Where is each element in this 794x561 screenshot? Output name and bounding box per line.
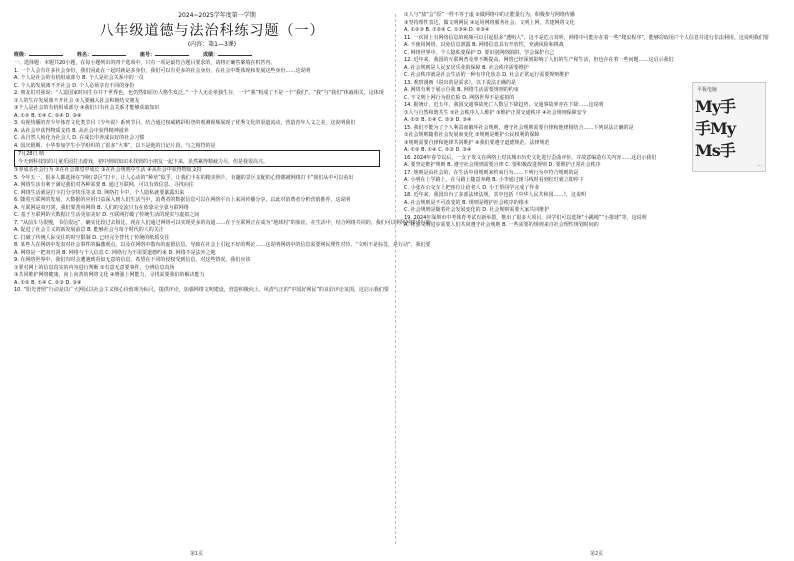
question-line: ③个人是社会的有机组成部分 ④我们只有社会关系才能够获取知识 bbox=[14, 105, 160, 111]
question-line: ①人与“盐”会“原”一样不等于虚 ②做网络中的正能量行为，积极参与网络传播 bbox=[404, 12, 575, 18]
question-line: 4. 国庆假期，小华参加学生小学组织的了很多“大事”，以下是他的日记片段，与之相符的是 bbox=[14, 142, 216, 149]
question-line: C. 网络世界中，个人隐私要保护 D. 要识别网络陷阱，学会保护自己 bbox=[404, 49, 555, 56]
question-line: 7月28日 晴 bbox=[14, 150, 380, 159]
question-line: 5. 今年五一，很多人都选择在“网红景区”打卡，让人心动的“种草”似乎，让我们卡在的精美照片，有趣的景区支配的心情都被网络打卡”我们从中可以看出 bbox=[14, 174, 354, 181]
class-field[interactable]: 班级： bbox=[14, 51, 63, 59]
page-number: 第1页 bbox=[190, 551, 204, 557]
question-line: A. 网络是一把双刃剑 B. 网络与个人信息 C. 网络行为不需要道德约束 D. 网络不是法外之地 bbox=[14, 249, 216, 256]
question-line: 6. 随着互联网的发展，大数据的应用日益深入到人们生活当中，消费者的数据信息可以在网络平台上来回传播分享，以此对消费者分析营销推荐，这说明 bbox=[14, 197, 351, 203]
cartoon-glyph-row: Ms手 bbox=[695, 141, 735, 160]
question-line: C. 打破了传统人际交往的时空限制 D. 已经完全替代了传统的纸质交往 bbox=[14, 234, 170, 241]
question-line: A. ①② B. ①④ C. ②④ D. ③④ bbox=[14, 112, 82, 119]
question-line: A. 互联网是双刃剑，我们要善用网络 B. 人们的交流只有在依靠完全靠互联网络 bbox=[14, 204, 189, 211]
cartoon-glyph-row: 手My bbox=[695, 119, 736, 138]
question-line: C. 不文明上网行为很危险 D. 网络世界不是虚拟的 bbox=[404, 94, 515, 101]
question-line: C. 基于互联网的大数据让生活更加美好 D. 互联网打破了传统生活的现实与虚拟之间 bbox=[14, 212, 200, 218]
number-field[interactable]: 座号： bbox=[140, 51, 189, 59]
question-line: 一、选择题：本题共20小题，在每小题列出的四个选项中，只有一项是最符合题目要求的，请将正确答案填在机答内。 bbox=[14, 60, 276, 66]
question-line: ①养成亲社会行为 ②在社会课堂中成长 ③在社会规则中生活 ④从社会中获得物质支持 bbox=[14, 167, 202, 173]
question-line: 14. 据统计，近五年，我国交通事故死亡人数呈下降趋势，交通事故率亦在下降……这说明 bbox=[404, 102, 604, 108]
question-line: 1. 一个人会有许多社会身份，我们因此在一起时就是多身份，我们可以有更多的社会身份，在社会中既体现和发展这些身份……这说明 bbox=[14, 67, 311, 74]
question-line: ①人的生存发展离不开社会 ②人要融入社会积极结交朋友 bbox=[14, 97, 140, 104]
question-line: 11. 一次同上有网络信息的视频可以引起很多“透明人”，这不是危言耸听，网络中可能存在着一些“爬虫程序”，能够窃取用户个人信息并进行非法利用。这说明我们要 bbox=[404, 34, 769, 41]
question-line: 10. “阳光普照”行动是以广大网民以社会主义核心价值观为标尺，提供评论，加强网络文明建设，营造积极向上、风清气正的“中国好网民”的良好评论氛围，这启示我们要 bbox=[14, 287, 389, 293]
question-line: 9. 在网络世界中，我们有时会遭遇到看似无意的信息，希望在不同的侵权受到信息，对这些情况，我们应该 bbox=[14, 257, 251, 263]
question-line: 7. “从前车马很慢，书信很远”，确实比较过去相比，现在人们通过网络可以实现更多的沟通……在于互联网正在成为“地球村”的象征，在生活中，结合网络共同的，我们可以利用网络进行的 bbox=[14, 219, 431, 226]
question-line: 13. 观察漫画《说出的是需求》，以下说法正确的是 bbox=[404, 79, 517, 86]
school-year: 2024~2025学年度第一学期 bbox=[178, 12, 256, 19]
score-field[interactable]: 成绩： bbox=[203, 51, 252, 59]
question-line: A. 社会规则是人民安居乐业的保障 B. 社会秩序需要维护 bbox=[404, 64, 529, 71]
question-line: 17. 规则是由社会的，在生活中用规则来约束行为……下列行为中符合规则的是 bbox=[404, 169, 579, 176]
question-line: 今天到科技馆的儿童乐园打击游戏，初中到咱知识未找到的小朋友一起下来，虽然累得精疲力尽，但是我很高兴。 bbox=[14, 159, 380, 168]
question-line: ①人与自然和谐共生 ②社会秩序人人维护 ③维护正常交通秩序 ④社会规则保障安全 bbox=[404, 109, 587, 116]
question-line: A. 个人是社会的有机组成部分 B. 个人是社会关系中的一员 bbox=[14, 75, 144, 81]
question-line: A. 社会规则是不可改变的 B. 规则是维护社会秩序的根本 bbox=[404, 199, 529, 206]
question-line: ①社会规则随着社会发展而变化 ②规则是维护公民权利的保障 bbox=[404, 132, 540, 138]
question-line: ③共同维护网络健康，向上向善的网络文化 ④增强上网能力，寻找需要我们的解决能力 bbox=[14, 272, 205, 278]
question-line: ①要对网上的信息真实的内容进行判断 ②有意无意要事件，分辨信息真伪 bbox=[14, 264, 175, 271]
question-line: A. ①②③ B. ①②④ C. ①③④ D. ②③④ bbox=[404, 27, 490, 33]
question-line: 16. 2024年春节以后，一女子发文在网络上对其城市历史文化进行歪曲评价，并故意编造有关内容……这启示我们 bbox=[404, 154, 657, 161]
name-field[interactable]: 姓名： bbox=[77, 51, 126, 59]
student-info-row bbox=[14, 51, 380, 59]
question-line: A. ①② B. ①④ C. ②③ D. ③④ bbox=[404, 147, 472, 153]
page-number: 第2页 bbox=[590, 551, 604, 557]
question-line: A. 小明在上学路上，在马路上随意奔跑 B. 小李通过斑马线时看到红灯就立即停下 bbox=[404, 177, 584, 183]
question-line: A. 不使用网络，以免信息泄露 B. 网络信息具有开放性，充满风险和挑战 bbox=[404, 42, 564, 48]
question-line: C. 个人的发展离不开社会 D. 个人必须享有不同的身份 bbox=[14, 82, 135, 89]
question-line: A. 社会文明进步需要人们共同遵守社会规则 B. 一些需要的规则来自社会理性规划时间的 bbox=[404, 222, 599, 228]
cartoon-tail: … bbox=[757, 162, 762, 168]
question-line: A. 网络生活有利于满足我们对各种需要 B. 通过互联网，可以有效信息、寻找向往 bbox=[14, 182, 194, 188]
question-line: C. 从自然人转化为社会人 D. 在成长中养成良好的社会习惯 bbox=[14, 135, 145, 141]
question-line: C. 小张在公交车上把座位让给老人 D. 小王帮同学完成了作业 bbox=[404, 184, 540, 191]
cartoon-glyph-row: My手 bbox=[695, 97, 736, 116]
question-line: A. ①② B. ①④ C. ②③ D. ③④ bbox=[14, 279, 82, 286]
column-divider bbox=[395, 14, 396, 544]
cartoon-caption: 平板电脑 bbox=[697, 87, 718, 93]
left-question-list bbox=[14, 60, 431, 295]
question-line: 15. 我们不能为了个人利益而破坏社会规则，遵守社会规则需要自律和他律相结合……下列说法正确的是 bbox=[404, 124, 634, 131]
question-line: 2. 朋友们对我说：“人造国家时间生存并干世界也，也仍然如原历人格生发泛。”一个人无论单独生存，一个“我”构成了不是一个“我们”。“我”与“我们”休戚相关，这体现 bbox=[14, 90, 384, 96]
question-line: ③坚持理性表达，做文明网民 ④运用网络服务社会，文明上网，共建网络文化 bbox=[404, 19, 575, 26]
question-line: C. 社会规则是随着社会发展变化的 D. 社会规则需要大家共同维护 bbox=[404, 207, 550, 213]
question-line: A. 从社会中获得物质支持 B. 从社会中获得精神滋养 bbox=[14, 127, 129, 134]
question-line: A. 要坚定维护规则 B. 遵守社会规则需要自律 C. 要积极改进规则 D. 要维护正常社会秩序 bbox=[404, 162, 601, 168]
cartoon-image bbox=[692, 82, 766, 172]
left-column bbox=[14, 12, 431, 295]
question-line: C. 社会秩序就是社会生活的一种有序化状态 D. 社会正常运行需要规则维护 bbox=[404, 72, 570, 78]
question-line: A. 促进了社会主义的新发展前景 B. 能够社会与每个时代的人的关注 bbox=[14, 227, 164, 233]
question-line: 12. 近年来，我国的互联网普及率不断提高，网络已经深刻影响了人们的生产和生活，但也存在着一些问题……这启示我们 bbox=[404, 57, 674, 63]
question-line: A. ①② B. ①④ C. ②③ D. ③④ bbox=[404, 117, 472, 123]
question-line: 3. 央视热播的青少年体育文化类节目《少年说》系列节目，结合通过权威精彩组登的观测视频展现了优秀文化的渠道流动，营造青年人文之美，这说明我们 bbox=[14, 120, 356, 126]
page-title: 八年级道德与法治科练习题（一） bbox=[99, 23, 325, 39]
page-subtitle: (内容：第1—3课) bbox=[187, 41, 237, 48]
question-line: A. 网络有利于展示自我 B. 网络生活需要规则的约束 bbox=[404, 87, 519, 93]
question-line: 8. 某些人在网络中发表对社会事件的偏激观点，以及在网络中散布的虚假信息，导致在社会上引起不好的舆论……这说明网络中的信息需要网民理性对待，“文明不是标签，是行动”，我们要 bbox=[14, 242, 431, 248]
question-line: 18. 近年来，我国出台了多部法律法规，其中包括《中华人民共和国……》，这说明 bbox=[404, 192, 587, 198]
question-line: C. 网络生活就是打卡打分享快乐等求 D. 网络打卡中，个人隐私就要暴露出来 bbox=[14, 189, 185, 196]
question-line: 19. 2024年深圳市中考体育考试有新举措，推出了很多大项目，同学们可以选择“小跳绳”“小排球”等，这说明 bbox=[404, 214, 647, 221]
question-line: ③规则需要自律和他律共同维护 ④我们要遵守道德规范、法律规范 bbox=[404, 139, 550, 146]
